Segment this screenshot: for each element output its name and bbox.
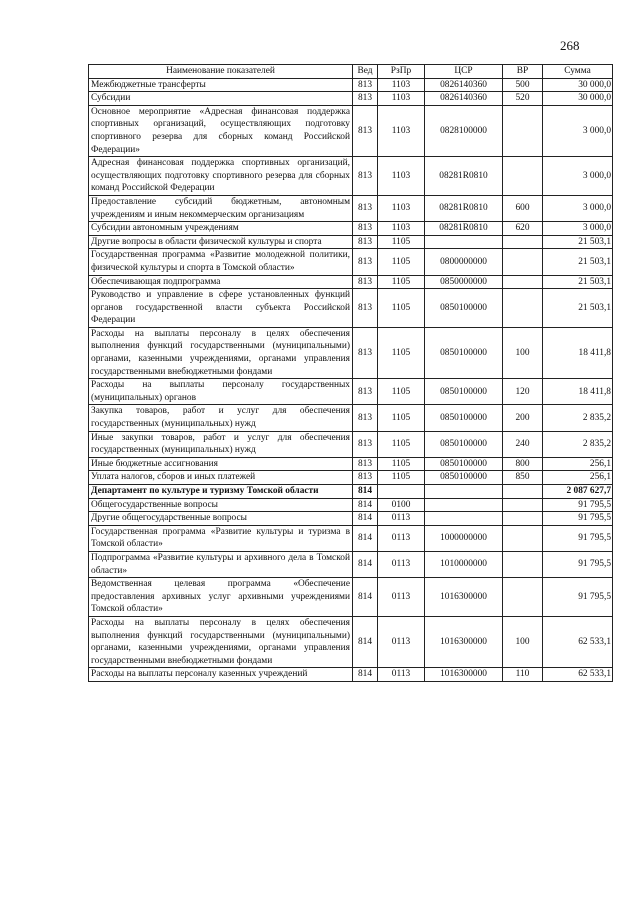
cell-rzpr: 0100 [378,498,425,512]
table-row [89,222,613,236]
cell-csr: 0850100000 [425,289,503,328]
table-row [89,379,613,405]
cell-rzpr: 0113 [378,668,425,682]
cell-vr: 100 [503,327,543,378]
cell-vr [503,249,543,275]
cell-name: Другие общегосударственные вопросы [89,512,353,526]
header-sum: Сумма [543,65,613,79]
cell-rzpr: 1103 [378,92,425,106]
cell-rzpr: 1105 [378,249,425,275]
cell-ved: 813 [353,471,378,485]
cell-csr [425,485,503,499]
cell-ved: 814 [353,578,378,617]
cell-ved: 813 [353,405,378,431]
cell-name: Расходы на выплаты персоналу казенных учреждений [89,668,353,682]
cell-csr: 0850100000 [425,379,503,405]
table-row [89,105,613,156]
cell-sum: 62 533,1 [543,668,613,682]
cell-vr [503,485,543,499]
table-row [89,249,613,275]
cell-vr [503,578,543,617]
cell-sum: 91 795,5 [543,525,613,551]
cell-vr: 520 [503,92,543,106]
cell-rzpr: 0113 [378,525,425,551]
cell-name: Обеспечивающая подпрограмма [89,275,353,289]
table-row [89,195,613,221]
cell-ved: 813 [353,275,378,289]
table-row [89,551,613,577]
cell-csr: 0828100000 [425,105,503,156]
cell-ved: 814 [353,485,378,499]
cell-csr: 1010000000 [425,551,503,577]
cell-csr: 0850100000 [425,405,503,431]
cell-rzpr: 0113 [378,512,425,526]
table-row [89,668,613,682]
cell-sum: 256,1 [543,471,613,485]
cell-ved: 813 [353,222,378,236]
cell-sum: 91 795,5 [543,551,613,577]
cell-vr [503,551,543,577]
cell-ved: 813 [353,235,378,249]
cell-name: Государственная программа «Развитие молодежной политики, физической культуры и спорта в Томской области» [89,249,353,275]
cell-csr: 1016300000 [425,578,503,617]
cell-rzpr: 1105 [378,431,425,457]
cell-ved: 813 [353,92,378,106]
cell-sum: 3 000,0 [543,157,613,196]
budget-table [88,64,613,682]
cell-rzpr [378,485,425,499]
cell-name: Иные закупки товаров, работ и услуг для обеспечения государственных (муниципальных) нужд [89,431,353,457]
cell-rzpr: 1105 [378,235,425,249]
cell-sum: 91 795,5 [543,578,613,617]
cell-vr: 800 [503,457,543,471]
cell-ved: 814 [353,616,378,667]
cell-sum: 2 835,2 [543,405,613,431]
cell-ved: 813 [353,249,378,275]
cell-csr: 1000000000 [425,525,503,551]
cell-name: Расходы на выплаты персоналу государственных (муниципальных) органов [89,379,353,405]
cell-ved: 813 [353,379,378,405]
table-row [89,578,613,617]
cell-vr [503,105,543,156]
cell-name: Адресная финансовая поддержка спортивных организаций, осуществляющих подготовку спортивного резерва для сборных команд Российской Федерации [89,157,353,196]
cell-vr: 850 [503,471,543,485]
cell-sum: 30 000,0 [543,92,613,106]
table-row [89,485,613,499]
header-ved: Вед [353,65,378,79]
cell-name: Общегосударственные вопросы [89,498,353,512]
cell-sum: 21 503,1 [543,275,613,289]
cell-csr: 0850100000 [425,457,503,471]
cell-csr: 0850100000 [425,471,503,485]
cell-vr [503,512,543,526]
table-row [89,289,613,328]
cell-ved: 814 [353,525,378,551]
cell-rzpr: 1103 [378,222,425,236]
cell-name: Основное мероприятие «Адресная финансовая поддержка спортивных организаций, осуществляющих подготовку спортивного резерва для сборных команд Российской Федерации» [89,105,353,156]
cell-rzpr: 1105 [378,457,425,471]
cell-vr [503,157,543,196]
cell-ved: 814 [353,668,378,682]
cell-csr: 0850100000 [425,327,503,378]
cell-csr: 08281R0810 [425,195,503,221]
cell-name: Подпрограмма «Развитие культуры и архивного дела в Томской области» [89,551,353,577]
cell-csr: 08281R0810 [425,222,503,236]
cell-csr: 1016300000 [425,668,503,682]
cell-ved: 813 [353,289,378,328]
cell-sum: 256,1 [543,457,613,471]
cell-sum: 21 503,1 [543,289,613,328]
header-csr: ЦСР [425,65,503,79]
cell-vr [503,498,543,512]
cell-csr [425,512,503,526]
cell-name: Расходы на выплаты персоналу в целях обеспечения выполнения функций государственными (муниципальными) органами, казенными учреждениями, органами управления государственными внебюджетными фондами [89,616,353,667]
cell-rzpr: 1105 [378,379,425,405]
table-row [89,431,613,457]
cell-name: Расходы на выплаты персоналу в целях обеспечения выполнения функций государственными (муниципальными) органами, казенными учреждениями, органами управления государственными внебюджетными фондами [89,327,353,378]
table-row [89,457,613,471]
cell-vr [503,289,543,328]
table-body [89,78,613,681]
cell-ved: 813 [353,105,378,156]
cell-name: Уплата налогов, сборов и иных платежей [89,471,353,485]
cell-name: Межбюджетные трансферты [89,78,353,92]
table-row [89,471,613,485]
cell-vr: 200 [503,405,543,431]
cell-vr: 100 [503,616,543,667]
table-row [89,405,613,431]
cell-vr: 110 [503,668,543,682]
table-row [89,157,613,196]
cell-vr [503,235,543,249]
table-row [89,92,613,106]
cell-ved: 814 [353,498,378,512]
table-row [89,235,613,249]
cell-vr: 500 [503,78,543,92]
table-row [89,525,613,551]
cell-rzpr: 0113 [378,551,425,577]
cell-csr: 0826140360 [425,78,503,92]
cell-rzpr: 1105 [378,327,425,378]
cell-ved: 813 [353,78,378,92]
cell-ved: 813 [353,195,378,221]
cell-vr: 620 [503,222,543,236]
cell-name: Субсидии автономным учреждениям [89,222,353,236]
cell-name: Государственная программа «Развитие культуры и туризма в Томской области» [89,525,353,551]
table-row [89,498,613,512]
table-row [89,78,613,92]
cell-sum: 21 503,1 [543,249,613,275]
cell-vr [503,525,543,551]
cell-ved: 814 [353,512,378,526]
cell-rzpr: 1105 [378,405,425,431]
cell-sum: 18 411,8 [543,327,613,378]
cell-rzpr: 0113 [378,616,425,667]
cell-csr: 0826140360 [425,92,503,106]
cell-sum: 91 795,5 [543,498,613,512]
cell-name: Закупка товаров, работ и услуг для обеспечения государственных (муниципальных) нужд [89,405,353,431]
cell-vr: 240 [503,431,543,457]
table-row [89,327,613,378]
table-row [89,275,613,289]
cell-sum: 3 000,0 [543,105,613,156]
cell-name: Другие вопросы в области физической культуры и спорта [89,235,353,249]
cell-csr: 0850000000 [425,275,503,289]
cell-rzpr: 1103 [378,157,425,196]
cell-ved: 813 [353,327,378,378]
cell-rzpr: 1103 [378,105,425,156]
cell-rzpr: 0113 [378,578,425,617]
table-header-row [89,65,613,79]
table-row [89,616,613,667]
cell-rzpr: 1105 [378,289,425,328]
cell-rzpr: 1105 [378,275,425,289]
cell-sum: 3 000,0 [543,195,613,221]
cell-name: Иные бюджетные ассигнования [89,457,353,471]
cell-sum: 21 503,1 [543,235,613,249]
cell-ved: 813 [353,431,378,457]
cell-csr: 1016300000 [425,616,503,667]
cell-csr: 08281R0810 [425,157,503,196]
cell-ved: 813 [353,457,378,471]
cell-name: Руководство и управление в сфере установленных функций органов государственной власти субъекта Российской Федерации [89,289,353,328]
cell-vr: 120 [503,379,543,405]
cell-csr: 0800000000 [425,249,503,275]
cell-name: Субсидии [89,92,353,106]
cell-ved: 814 [353,551,378,577]
cell-ved: 813 [353,157,378,196]
cell-csr [425,235,503,249]
cell-rzpr: 1103 [378,78,425,92]
cell-csr: 0850100000 [425,431,503,457]
cell-rzpr: 1103 [378,195,425,221]
header-rzpr: РзПр [378,65,425,79]
cell-rzpr: 1105 [378,471,425,485]
header-name: Наименование показателей [89,65,353,79]
cell-vr [503,275,543,289]
cell-sum: 2 087 627,7 [543,485,613,499]
cell-sum: 30 000,0 [543,78,613,92]
cell-name: Департамент по культуре и туризму Томской области [89,485,353,499]
table-row [89,512,613,526]
cell-sum: 3 000,0 [543,222,613,236]
page-number: 268 [560,38,580,53]
cell-vr: 600 [503,195,543,221]
cell-sum: 2 835,2 [543,431,613,457]
cell-name: Предоставление субсидий бюджетным, автономным учреждениям и иным некоммерческим организациям [89,195,353,221]
cell-sum: 62 533,1 [543,616,613,667]
cell-csr [425,498,503,512]
cell-name: Ведомственная целевая программа «Обеспечение предоставления архивных услуг архивными учреждениями Томской области» [89,578,353,617]
cell-sum: 18 411,8 [543,379,613,405]
header-vr: ВР [503,65,543,79]
cell-sum: 91 795,5 [543,512,613,526]
